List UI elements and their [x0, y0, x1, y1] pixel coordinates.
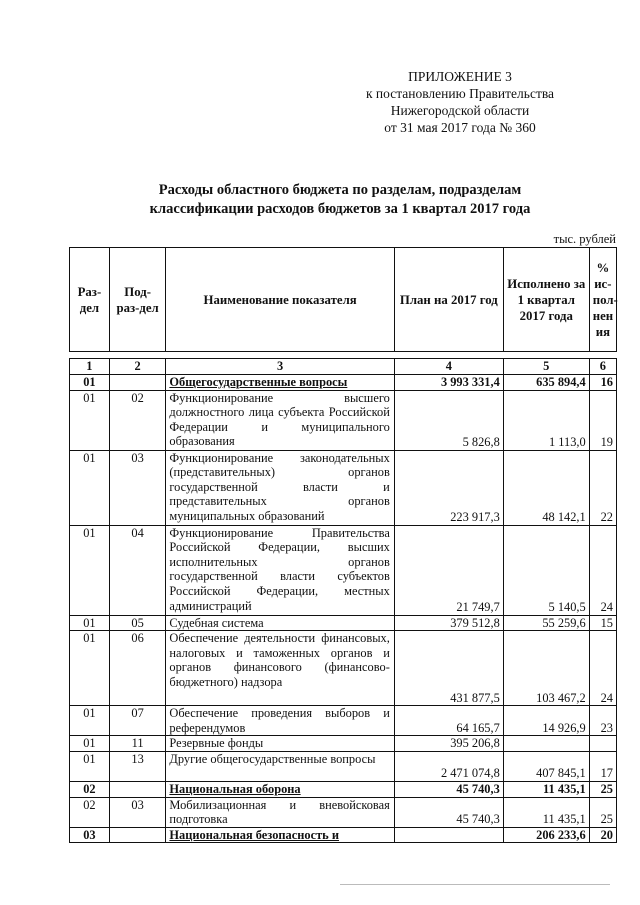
podrazdel-cell: 02 [109, 390, 166, 450]
razdel-cell: 01 [70, 706, 110, 736]
razdel-cell: 01 [70, 751, 110, 781]
table-row [70, 736, 617, 752]
document-title [60, 181, 620, 219]
plan-cell: 379 512,8 [394, 615, 503, 631]
plan-cell: 2 471 074,8 [394, 751, 503, 781]
title-line-1: Расходы областного бюджета по разделам, подразделам [158, 182, 522, 198]
header-table [69, 247, 617, 352]
executed-cell: 1 113,0 [503, 390, 589, 450]
name-cell: Национальная оборона [166, 781, 394, 797]
percent-cell: 22 [589, 450, 616, 525]
header-executed: Исполнено за 1 квартал 2017 года [503, 248, 589, 352]
budget-table-body [70, 359, 617, 843]
razdel-cell: 01 [70, 375, 110, 391]
executed-cell: 407 845,1 [503, 751, 589, 781]
table-row [70, 375, 617, 391]
plan-cell: 5 826,8 [394, 390, 503, 450]
executed-cell: 14 926,9 [503, 706, 589, 736]
name-cell: Функционирование Правительства Российской Федерации, высших исполнительных органов государственной власти субъектов Российской Федерации, местных администраций [166, 525, 394, 615]
razdel-cell: 01 [70, 450, 110, 525]
razdel-cell: 02 [70, 797, 110, 827]
executed-cell: 48 142,1 [503, 450, 589, 525]
podrazdel-cell: 05 [109, 615, 166, 631]
executed-cell: 206 233,6 [503, 827, 589, 843]
table-row [70, 781, 617, 797]
executed-cell: 11 435,1 [503, 781, 589, 797]
appendix-region: Нижегородской области [390, 103, 530, 118]
percent-cell: 17 [589, 751, 616, 781]
title-line-2: классификации расходов бюджетов за 1 квартал 2017 года [149, 201, 531, 217]
col-number-2: 2 [109, 359, 166, 375]
appendix-label: ПРИЛОЖЕНИЕ 3 [408, 69, 512, 84]
percent-cell: 25 [589, 797, 616, 827]
percent-cell: 24 [589, 631, 616, 706]
podrazdel-cell: 04 [109, 525, 166, 615]
name-cell: Общегосударственные вопросы [166, 375, 394, 391]
podrazdel-cell [109, 781, 166, 797]
percent-cell: 24 [589, 525, 616, 615]
percent-cell: 23 [589, 706, 616, 736]
name-cell: Функционирование высшего должностного лица субъекта Российской Федерации и муниципального образования [166, 390, 394, 450]
table-row [70, 390, 617, 450]
header-percent: % ис-пол-нен ия [589, 248, 616, 352]
podrazdel-cell: 03 [109, 450, 166, 525]
podrazdel-cell [109, 375, 166, 391]
col-number-4: 4 [394, 359, 503, 375]
name-cell: Мобилизационная и вневойсковая подготовка [166, 797, 394, 827]
header-plan: План на 2017 год [394, 248, 503, 352]
table-row [70, 827, 617, 843]
plan-cell: 395 206,8 [394, 736, 503, 752]
razdel-cell: 01 [70, 525, 110, 615]
header-row [70, 248, 617, 352]
name-cell: Функционирование законодательных (представительных) органов государственной власти и представительных органов муниципальных образований [166, 450, 394, 525]
razdel-cell: 01 [70, 736, 110, 752]
executed-cell: 11 435,1 [503, 797, 589, 827]
name-cell: Резервные фонды [166, 736, 394, 752]
razdel-cell: 03 [70, 827, 110, 843]
executed-cell [503, 736, 589, 752]
executed-cell: 5 140,5 [503, 525, 589, 615]
executed-cell: 55 259,6 [503, 615, 589, 631]
percent-cell: 15 [589, 615, 616, 631]
table-row [70, 450, 617, 525]
podrazdel-cell: 06 [109, 631, 166, 706]
razdel-cell: 02 [70, 781, 110, 797]
podrazdel-cell: 11 [109, 736, 166, 752]
table-row [70, 706, 617, 736]
executed-cell: 635 894,4 [503, 375, 589, 391]
plan-cell: 431 877,5 [394, 631, 503, 706]
plan-cell [394, 827, 503, 843]
appendix-block [330, 68, 590, 136]
plan-cell: 3 993 331,4 [394, 375, 503, 391]
appendix-resolution: к постановлению Правительства [365, 86, 555, 101]
podrazdel-cell [109, 827, 166, 843]
name-cell: Обеспечение деятельности финансовых, налоговых и таможенных органов и органов финансового (финансово-бюджетного) надзора [166, 631, 394, 706]
col-number-3: 3 [166, 359, 394, 375]
podrazdel-cell: 07 [109, 706, 166, 736]
executed-cell: 103 467,2 [503, 631, 589, 706]
budget-table [69, 358, 617, 843]
col-number-6: 6 [589, 359, 616, 375]
razdel-cell: 01 [70, 390, 110, 450]
table-row [70, 615, 617, 631]
name-cell: Обеспечение проведения выборов и референдумов [166, 706, 394, 736]
header-name: Наименование показателя [166, 248, 394, 352]
razdel-cell: 01 [70, 615, 110, 631]
plan-cell: 223 917,3 [394, 450, 503, 525]
header-podrazdel: Под-раз-дел [109, 248, 166, 352]
units-label: тыс. рублей [553, 232, 616, 246]
scan-artifact [340, 884, 610, 885]
name-cell: Национальная безопасность и [166, 827, 394, 843]
name-cell: Судебная система [166, 615, 394, 631]
percent-cell: 19 [589, 390, 616, 450]
plan-cell: 64 165,7 [394, 706, 503, 736]
plan-cell: 21 749,7 [394, 525, 503, 615]
percent-cell [589, 736, 616, 752]
percent-cell: 20 [589, 827, 616, 843]
table-row [70, 797, 617, 827]
plan-cell: 45 740,3 [394, 781, 503, 797]
table-row [70, 525, 617, 615]
name-cell: Другие общегосударственные вопросы [166, 751, 394, 781]
col-number-1: 1 [70, 359, 110, 375]
plan-cell: 45 740,3 [394, 797, 503, 827]
podrazdel-cell: 13 [109, 751, 166, 781]
appendix-date: от 31 мая 2017 года № 360 [384, 120, 536, 135]
percent-cell: 16 [589, 375, 616, 391]
table-row [70, 751, 617, 781]
podrazdel-cell: 03 [109, 797, 166, 827]
column-number-row [70, 359, 617, 375]
col-number-5: 5 [503, 359, 589, 375]
table-row [70, 631, 617, 706]
razdel-cell: 01 [70, 631, 110, 706]
percent-cell: 25 [589, 781, 616, 797]
header-razdel: Раз-дел [70, 248, 110, 352]
